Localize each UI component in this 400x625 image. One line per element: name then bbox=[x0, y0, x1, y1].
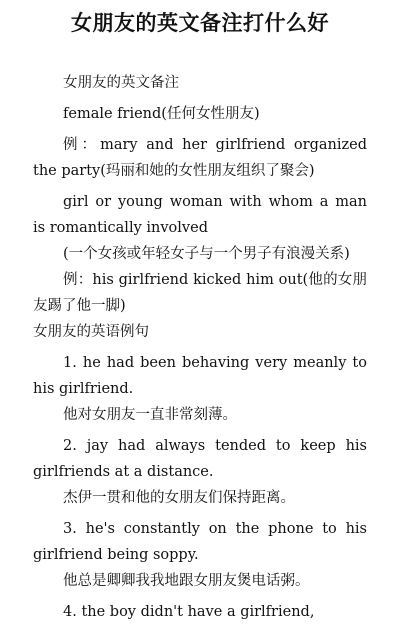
paragraph-section-heading: 女朋友的英语例句 bbox=[33, 324, 149, 340]
paragraph-sentence-2-translation: 杰伊一贯和他的女朋友们保持距离。 bbox=[63, 490, 295, 506]
paragraph-sentence-3: 3. he's constantly on the phone to his girlfriend being soppy. bbox=[33, 521, 367, 563]
paragraph-definition: female friend(任何女性朋友) bbox=[63, 106, 260, 122]
page-title: 女朋友的英文备注打什么好 bbox=[71, 11, 329, 35]
paragraph-example-1: 例：mary and her girlfriend organized the party(玛丽和她的女性朋友组织了聚会) bbox=[33, 137, 367, 179]
paragraph-example-2: 例：his girlfriend kicked him out(他的女朋友踢了他一脚) bbox=[33, 272, 367, 314]
article-body bbox=[33, 70, 367, 625]
paragraph-sentence-3-translation: 他总是卿卿我我地跟女朋友煲电话粥。 bbox=[63, 573, 310, 589]
paragraph-sentence-1-translation: 他对女朋友一直非常刻薄。 bbox=[63, 407, 237, 423]
paragraph-sentence-1: 1. he had been behaving very meanly to his girlfriend. bbox=[33, 355, 367, 397]
paragraph-sentence-4: 4. the boy didn't have a girlfriend, bbox=[63, 604, 315, 620]
paragraph-definition-2: girl or young woman with whom a man is romantically involved bbox=[33, 194, 367, 236]
paragraph-sentence-2: 2. jay had always tended to keep his girlfriends at a distance. bbox=[33, 438, 367, 480]
paragraph-heading-note: 女朋友的英文备注 bbox=[63, 75, 179, 91]
paragraph-definition-2-translation: (一个女孩或年轻女子与一个男子有浪漫关系) bbox=[63, 246, 350, 262]
